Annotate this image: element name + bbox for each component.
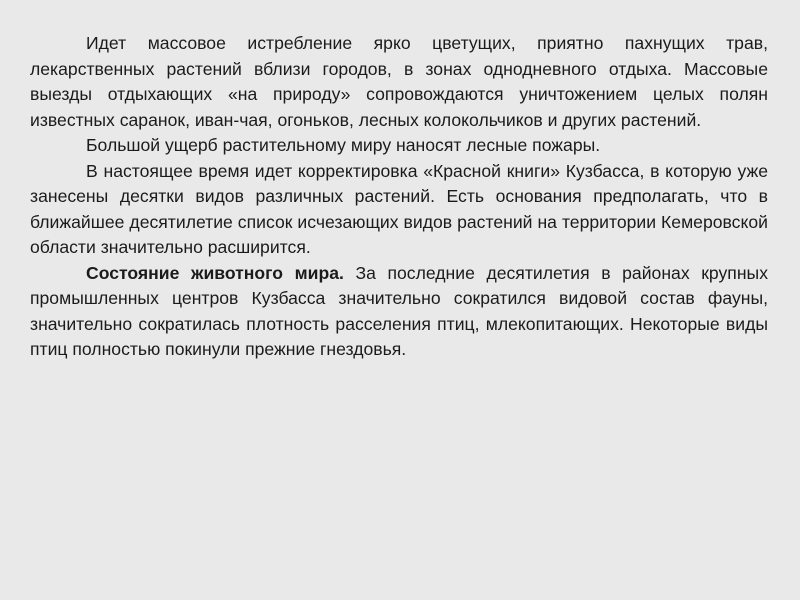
paragraph-text: За последние десятилетия в районах крупных промышленных центров Кузбасса значительно сократился видовой состав фауны, значительно сократилась плотность расселения птиц, млекопитающих. Некоторые виды птиц полностью покинули прежние гнездовья. xyxy=(30,262,768,359)
paragraph-text: Большой ущерб растительному миру наносят лесные пожары. xyxy=(86,135,601,155)
paragraph-plants-destruction xyxy=(30,31,768,133)
paragraph-text: В настоящее время идет корректировка «Красной книги» Кузбасса, в которую уже занесены десятки видов различных растений. Есть основания предполагать, что в ближайшее десятилетие список исчезающих видов растений на территории Кемеровской области значительно расширится. xyxy=(30,160,768,257)
section-heading: Состояние животного мира. xyxy=(86,262,344,283)
body-text xyxy=(30,31,768,363)
paragraph-text: Идет массовое истребление ярко цветущих, приятно пахнущих трав, лекарственных растений вблизи городов, в зонах однодневного отдыха. Массовые выезды отдыхающих «на природу» сопровождаются уничтожением целых полян известных саранок, иван-чая, огоньков, лесных колокольчиков и других растений. xyxy=(30,33,768,130)
paragraph-forest-fires xyxy=(30,133,768,159)
paragraph-red-book xyxy=(30,159,768,261)
paragraph-animal-world xyxy=(30,261,768,363)
